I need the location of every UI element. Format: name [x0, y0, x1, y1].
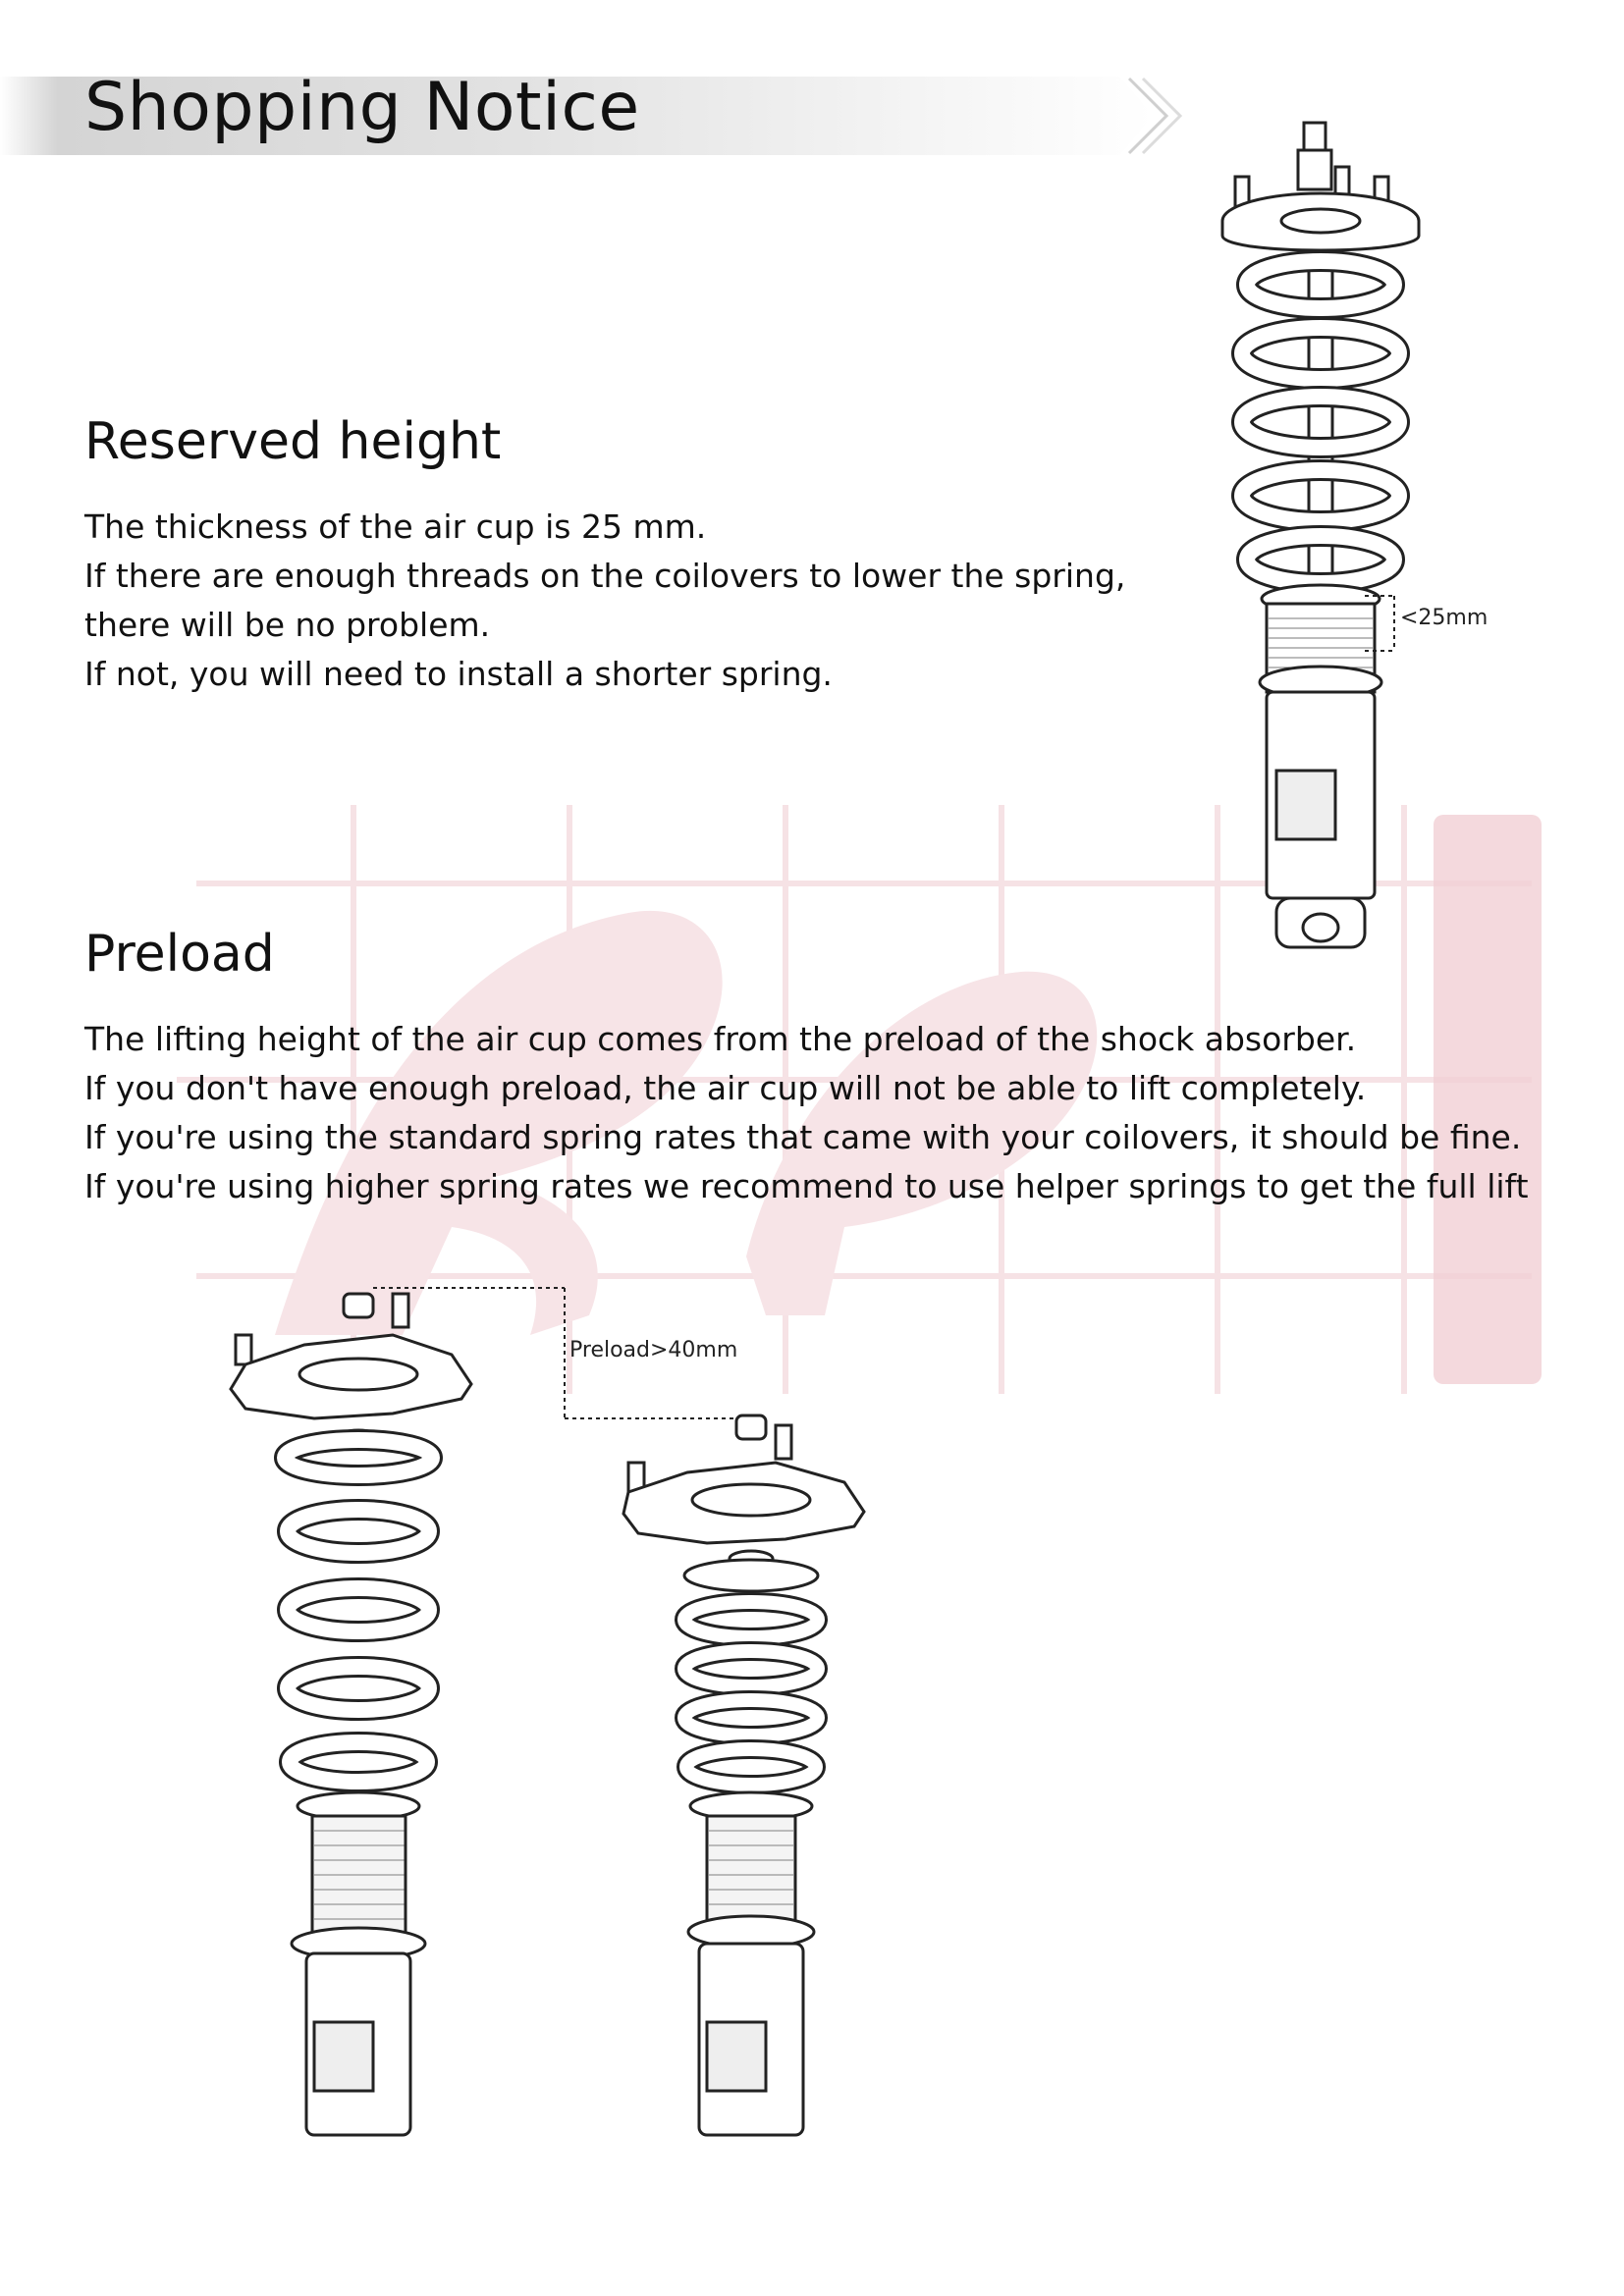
page-title: Shopping Notice	[84, 69, 640, 146]
preload-heading: Preload	[84, 925, 275, 984]
text-line: there will be no problem.	[84, 606, 491, 644]
text-line: If you're using the standard spring rates that came with your coilovers, it should be fine.	[84, 1118, 1522, 1156]
text-line: If not, you will need to install a shorter spring.	[84, 655, 833, 693]
text-line: If there are enough threads on the coilovers to lower the spring,	[84, 557, 1126, 595]
coilover-illustration	[1208, 113, 1522, 967]
reserved-height-heading: Reserved height	[84, 412, 502, 471]
reserved-height-text	[84, 503, 1125, 699]
preload-dimension-label: Preload>40mm	[569, 1338, 738, 1362]
preload-comparison-illustration	[216, 1276, 903, 2160]
text-line: The lifting height of the air cup comes from the preload of the shock absorber.	[84, 1020, 1357, 1058]
text-line: The thickness of the air cup is 25 mm.	[84, 507, 707, 546]
preload-text	[84, 1015, 1529, 1211]
reserved-height-dimension-label: <25mm	[1400, 606, 1489, 630]
text-line: If you don't have enough preload, the air cup will not be able to lift completely.	[84, 1069, 1367, 1107]
text-line: If you're using higher spring rates we recommend to use helper springs to get the full lift	[84, 1167, 1529, 1205]
